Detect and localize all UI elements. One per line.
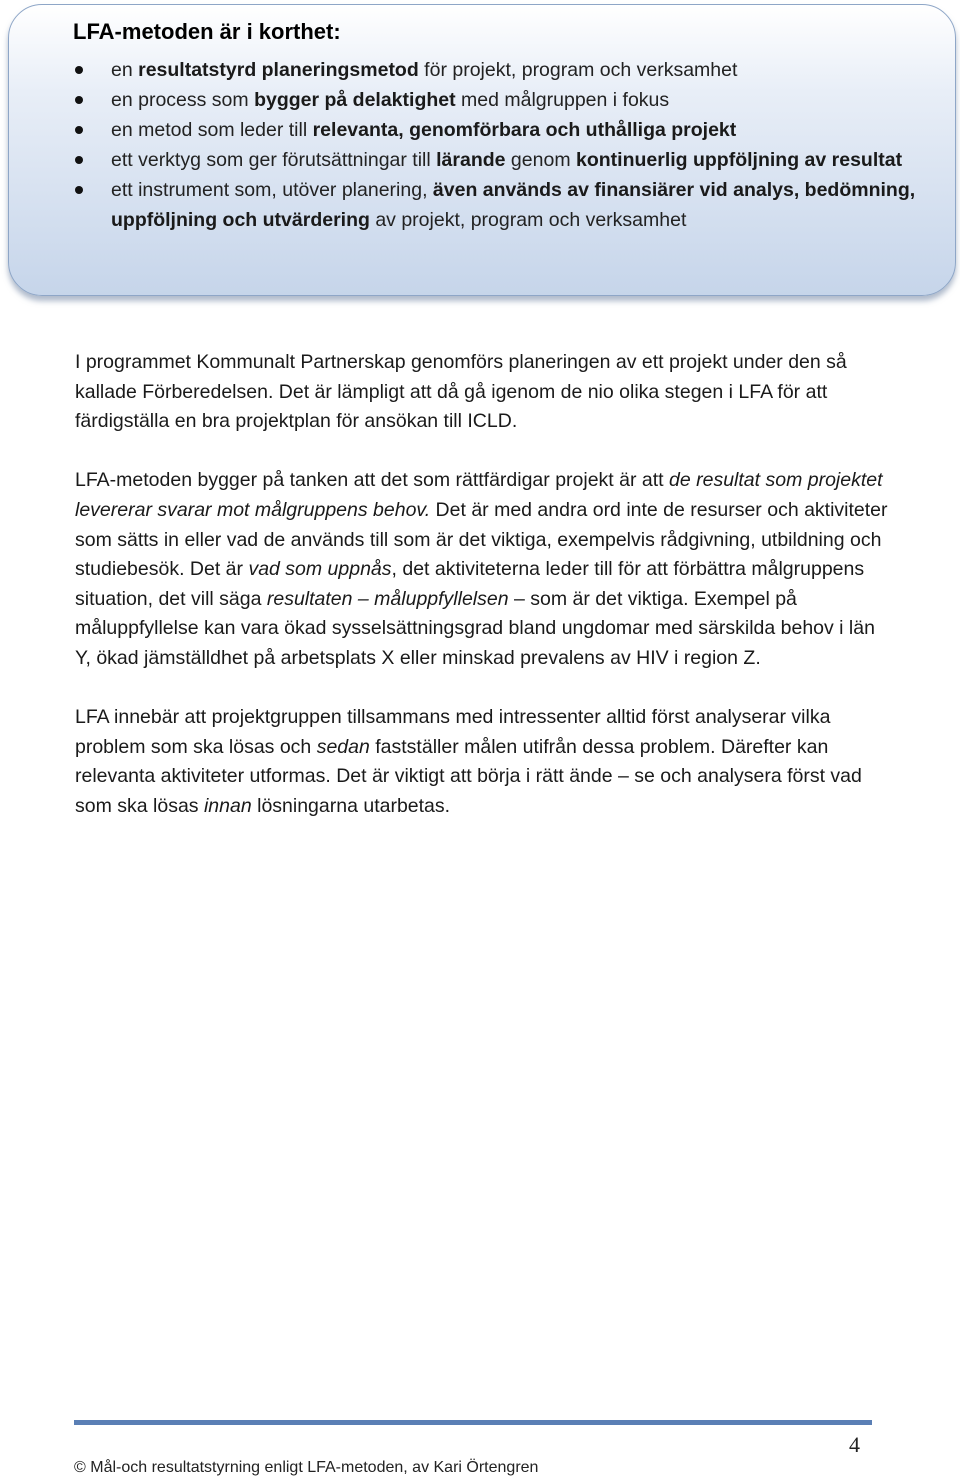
- paragraph-intro: I programmet Kommunalt Partnerskap genomförs planeringen av ett projekt under den så kallade Förberedelsen. Det är lämpligt att då gå igenom de nio olika stegen i LFA för att färdigställa en bra projektplan för ansökan till ICLD.: [75, 351, 847, 433]
- callout-bullet-item: [75, 175, 925, 235]
- paragraph-method: LFA-metoden bygger på tanken att det som rättfärdigar projekt är att de resultat som projektet levererar svarar mot målgruppens behov. Det är med andra ord inte de resurser och aktiviteter som sätts in eller vad de används till som är det viktiga, exempelvis rådgivning, utbildning och studiebesök. Det är vad som uppnås, det aktiviteterna leder till för att förbättra målgruppens situation, det vill säga resultaten – måluppfyllelsen – som är det viktiga. Exempel på måluppfyllelse kan vara ökad sysselsättningsgrad bland ungdomar med särskilda behov i län Y, ökad jämställdhet på arbetsplats X eller minskad prevalens av HIV i region Z.: [75, 469, 888, 669]
- footer-divider: [74, 1420, 872, 1425]
- body-text: [75, 348, 895, 851]
- callout-bullet-item: [75, 145, 925, 175]
- bullet-text: en metod som leder till relevanta, genomförbara och uthålliga projekt: [111, 119, 737, 141]
- footer-copyright: © Mål-och resultatstyrning enligt LFA-metoden, av Kari Örtengren: [74, 1459, 539, 1476]
- callout-title: LFA-metoden är i korthet:: [73, 19, 341, 44]
- page-number: 4: [849, 1432, 860, 1457]
- bullet-text: en process som bygger på delaktighet med målgruppen i fokus: [111, 89, 670, 111]
- callout-bullet-item: [75, 55, 925, 85]
- bullet-dot-icon: [75, 156, 83, 164]
- bullet-dot-icon: [75, 96, 83, 104]
- bullet-dot-icon: [75, 186, 83, 194]
- bullet-text: en resultatstyrd planeringsmetod för projekt, program och verksamhet: [111, 59, 738, 81]
- bullet-dot-icon: [75, 66, 83, 74]
- paragraph-process: LFA innebär att projektgruppen tillsammans med intressenter alltid först analyserar vilka problem som ska lösas och sedan fastställer målen utifrån dessa problem. Därefter kan relevanta aktiviteter utformas. Det är viktigt att börja i rätt ände – se och analysera först vad som ska lösas innan lösningarna utarbetas.: [75, 706, 862, 817]
- bullet-text: ett verktyg som ger förutsättningar till lärande genom kontinuerlig uppföljning av resultat: [111, 149, 903, 171]
- bullet-text: ett instrument som, utöver planering, även används av finansiärer vid analys, bedömning, uppföljning och utvärdering av projekt, program och verksamhet: [111, 179, 916, 231]
- summary-callout-box: [8, 4, 956, 296]
- callout-bullet-item: [75, 115, 925, 145]
- bullet-dot-icon: [75, 126, 83, 134]
- callout-bullet-list: [75, 55, 925, 235]
- callout-bullet-item: [75, 85, 925, 115]
